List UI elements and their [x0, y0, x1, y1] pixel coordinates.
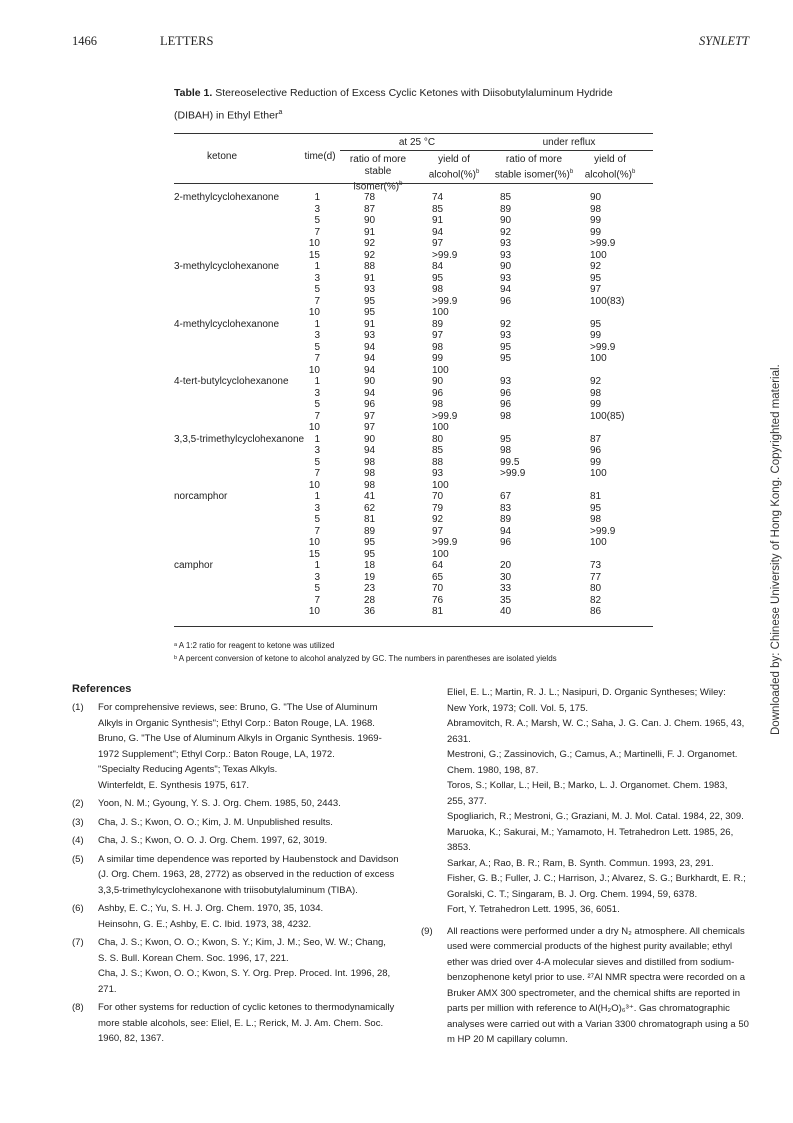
table-cell: 95 [500, 353, 512, 364]
header-yield-1: yield of alcohol(%)$^b$ [428, 154, 480, 181]
reference-line: Cha, J. S.; Kwon, O. O.; Kim, J. M. Unpublished results. [98, 816, 333, 828]
table-cell: 89 [500, 203, 512, 215]
reference-number: (6) [72, 903, 84, 914]
table-row [174, 537, 653, 549]
table-cell: 92 [500, 226, 512, 238]
table-cell: 94 [364, 445, 376, 456]
table-cell: 81 [432, 606, 444, 617]
table-cell: 80 [432, 433, 444, 445]
table-row [174, 445, 653, 457]
reference-line: Maruoka, K.; Sakurai, M.; Yamamoto, H. Tetrahedron Lett. 1985, 26, [447, 826, 734, 838]
table-cell: 100 [590, 537, 607, 548]
reference-line: parts per million with reference to Al(H₂O)₆³⁺. Gas chromatographic [447, 1003, 730, 1014]
reference-line: Cha, J. S.; Kwon, O. O.; Kwon, S. Y.; Kim, J. M.; Seo, W. W.; Chang, [98, 937, 386, 948]
table-cell: 94 [500, 284, 512, 295]
table-cell: 97 [432, 525, 444, 537]
reference-number: (8) [72, 1002, 84, 1013]
table-cell: 93 [500, 376, 512, 387]
table-row [174, 227, 653, 239]
table-cell: 92 [590, 261, 602, 272]
table-cell: 96 [500, 399, 512, 410]
table-cell: 95 [590, 272, 602, 284]
table-cell: 93 [364, 284, 376, 295]
table-cell: 5 [314, 583, 320, 594]
reference-number: (5) [72, 853, 84, 865]
reference-line: 2631. [447, 733, 471, 745]
reference-line: Spogliarich, R.; Mestroni, G.; Graziani, M. J. Mol. Catal. 1984, 22, 309. [447, 811, 744, 822]
table-cell: 7 [314, 295, 320, 307]
table-cell: >99.9 [590, 238, 616, 249]
table-cell: 97 [590, 284, 602, 295]
table-cell: 95 [364, 537, 376, 548]
table-row [174, 526, 653, 538]
table-cell: 91 [364, 318, 376, 330]
table-cell: 7 [314, 594, 320, 606]
table-cell: 96 [500, 387, 512, 399]
table-row [174, 399, 653, 411]
table-cell: 64 [432, 560, 444, 571]
table-row [174, 330, 653, 342]
table-cell: 98 [432, 284, 444, 295]
header-group-25c: at 25 °C [398, 137, 436, 148]
reference-line: Toros, S.; Kollar, L.; Heil, B.; Marko, L. J. Organomet. Chem. 1983, [447, 780, 728, 791]
table-cell: 93 [500, 249, 512, 261]
table-cell: 97 [432, 238, 444, 249]
reference-line: Chem. 1980, 198, 87. [447, 764, 539, 776]
table-cell: 90 [590, 192, 602, 203]
reference-line: Cha, J. S.; Kwon, O. O.; Kwon, S. Y. Org. Prep. Proced. Int. 1996, 28, [98, 968, 391, 979]
table-cell: 94 [364, 353, 376, 364]
table-cell: 95 [590, 502, 602, 514]
table-cell: >99.9 [432, 537, 458, 548]
table-cell: >99.9 [590, 341, 616, 353]
table-cell: 7 [314, 226, 320, 238]
table-row [174, 342, 653, 354]
table-cell: 80 [590, 583, 602, 594]
table-cell: 92 [364, 249, 376, 261]
table-row [174, 273, 653, 285]
table-cell: 3 [314, 571, 320, 583]
table-cell: 7 [314, 353, 320, 364]
reference-line: Abramovitch, R. A.; Marsh, W. C.; Saha, J. G. Can. J. Chem. 1965, 43, [447, 718, 745, 729]
reference-number: (7) [72, 937, 84, 948]
table-cell: >99.9 [432, 295, 458, 307]
ketone-name: 3-methylcyclohexanone [174, 261, 280, 272]
table-row [174, 284, 653, 296]
reference-line: Bruno, G. "The Use of Aluminum Alkyls in Organic Synthesis. 1969- [98, 733, 382, 744]
table-cell: 96 [500, 537, 512, 548]
table-cell: 10 [308, 606, 320, 617]
table-cell: 79 [432, 502, 444, 514]
table-row [174, 411, 653, 423]
reference-line: Heinsohn, G. E.; Ashby, E. C. Ibid. 1973, 38, 4232. [98, 918, 312, 930]
table-cell: 10 [308, 537, 320, 548]
table-cell: 87 [590, 433, 602, 445]
table-cell: 100 [432, 548, 449, 560]
table-cell: 28 [364, 594, 376, 606]
ketone-name: 4-methylcyclohexanone [174, 318, 280, 330]
reference-line: 255, 377. [447, 795, 487, 807]
table-row [174, 468, 653, 480]
table-cell: 97 [364, 422, 376, 433]
table-cell: 100 [432, 422, 449, 433]
table-cell: >99.9 [590, 525, 616, 537]
reference-line: more stable alcohols, see: Eliel, E. L.; Rerick, M. J. Am. Chem. Soc. [98, 1017, 384, 1029]
reference-line: Yoon, N. M.; Gyoung, Y. S. J. Org. Chem. 1985, 50, 2443. [98, 798, 341, 809]
table-cell: 67 [500, 491, 512, 502]
table-cell: 1 [314, 491, 320, 502]
reference-line: Ashby, E. C.; Yu, S. H. J. Org. Chem. 1970, 35, 1034. [98, 903, 324, 914]
table-cell: 41 [364, 491, 376, 502]
table-cell: 98 [590, 203, 602, 215]
table-cell: 94 [432, 226, 444, 238]
table-cell: 1 [314, 376, 320, 387]
table-cell: 87 [364, 203, 376, 215]
table-cell: 100 [590, 353, 607, 364]
table-cell: 78 [364, 192, 376, 203]
table-cell: 65 [432, 571, 444, 583]
table-cell: 5 [314, 284, 320, 295]
table-cell: 3 [314, 203, 320, 215]
table-cell: 3 [314, 330, 320, 341]
table-cell: 90 [364, 376, 376, 387]
table-bottom-rule [174, 626, 653, 627]
table-cell: 89 [500, 514, 512, 525]
table-cell: 85 [432, 445, 444, 456]
table-cell: 98 [590, 387, 602, 399]
table-cell: 7 [314, 468, 320, 479]
table-row [174, 583, 653, 595]
table-row [174, 215, 653, 227]
references-title: References [72, 683, 132, 695]
table-cell: 5 [314, 341, 320, 353]
reference-line: All reactions were performed under a dry N₂ atmosphere. All chemicals [447, 925, 745, 937]
footnote-a: ᵃ A 1:2 ratio for reagent to ketone was utilized [174, 641, 335, 650]
reference-line: 1972 Supplement"; Ethyl Corp.: Baton Rouge, LA, 1972. [98, 748, 335, 760]
table-cell: 36 [364, 606, 376, 617]
reference-line: (J. Org. Chem. 1963, 28, 2772) as observed in the reduction of excess [98, 869, 395, 880]
reference-line: Bruker AMX 300 spectrometer, and the chemical shifts are reported in [447, 987, 741, 999]
table-cell: 90 [364, 215, 376, 226]
table-cell: 99 [590, 399, 602, 410]
table-cell: 7 [314, 525, 320, 537]
table-cell: 98 [364, 479, 376, 491]
table-cell: 92 [432, 514, 444, 525]
table-cell: 70 [432, 583, 444, 594]
table-cell: 95 [500, 433, 512, 445]
header-time: time(d) [304, 151, 336, 162]
table-cell: 76 [432, 594, 444, 606]
table-cell: 70 [432, 491, 444, 502]
table-cell: 1 [314, 560, 320, 571]
header-ratio-2: ratio of more stable isomer(%)$^b$ [494, 154, 574, 181]
table-row [174, 388, 653, 400]
table-cell: 5 [314, 215, 320, 226]
table-cell: 1 [314, 433, 320, 445]
table-caption-text: Stereoselective Reduction of Excess Cyclic Ketones with Diisobutylaluminum Hydride (DIBAH) in Ethyl Ether [174, 87, 613, 122]
table-row [174, 261, 653, 273]
table-caption-label: Table 1. [174, 87, 213, 99]
table-cell: >99.9 [500, 468, 526, 479]
reference-line: used were commercial products of the highest purity available; ethyl [447, 941, 733, 952]
table-cell: 95 [364, 307, 376, 318]
table-cell: 99 [590, 456, 602, 468]
table-cell: 92 [590, 376, 602, 387]
table-cell: 96 [364, 399, 376, 410]
table-cell: 93 [500, 330, 512, 341]
table-row [174, 238, 653, 250]
table-cell: 93 [500, 238, 512, 249]
reference-line: A similar time dependence was reported by Haubenstock and Davidson [98, 853, 399, 865]
table-row [174, 365, 653, 377]
reference-number: (2) [72, 798, 84, 809]
table-cell: 98 [500, 445, 512, 456]
table-cell: 7 [314, 410, 320, 422]
table-cell: 93 [364, 330, 376, 341]
table-caption [174, 84, 654, 126]
header-yield-2: yield of alcohol(%)$^b$ [584, 154, 636, 181]
table-cell: 88 [364, 261, 376, 272]
table-cell: 89 [364, 525, 376, 537]
table-row [174, 572, 653, 584]
table-cell: 10 [308, 307, 320, 318]
table-cell: 84 [432, 261, 444, 272]
table-cell: 18 [364, 560, 376, 571]
table-row [174, 307, 653, 319]
ketone-name: norcamphor [174, 491, 228, 502]
section-heading: LETTERS [160, 34, 214, 48]
table-cell: 99 [590, 215, 602, 226]
table-cell: 81 [590, 491, 602, 502]
table-cell: 15 [308, 249, 320, 261]
header-ketone: ketone [206, 151, 238, 162]
ketone-name: 4-tert-butylcyclohexanone [174, 376, 289, 387]
table-row [174, 250, 653, 262]
table-cell: 89 [432, 318, 444, 330]
table-cell: 100 [432, 364, 449, 376]
table-cell: 85 [432, 203, 444, 215]
header-group-reflux: under reflux [542, 137, 596, 148]
table-cell: 85 [500, 192, 512, 203]
reference-line: Fisher, G. B.; Fuller, J. C.; Harrison, J.; Alvarez, S. G.; Burkhardt, E. R.; [447, 873, 746, 884]
table-cell: 15 [308, 548, 320, 560]
table-cell: 77 [590, 571, 602, 583]
table-cell: 94 [364, 387, 376, 399]
table-cell: 35 [500, 594, 512, 606]
table-cell: 99 [590, 330, 602, 341]
reference-line: Mestroni, G.; Zassinovich, G.; Camus, A.; Martinelli, F. J. Organomet. [447, 749, 738, 760]
table-row [174, 353, 653, 365]
table-row [174, 491, 653, 503]
table-cell: 98 [432, 341, 444, 353]
reference-number: (1) [72, 702, 84, 713]
table-top-rule [174, 133, 653, 134]
table-row [174, 549, 653, 561]
table-cell: 95 [432, 272, 444, 284]
table-cell: 83 [500, 502, 512, 514]
reference-line: Cha, J. S.; Kwon, O. O. J. Org. Chem. 1997, 62, 3019. [98, 835, 328, 846]
table-cell: 95 [364, 295, 376, 307]
table-cell: 99 [432, 353, 444, 364]
reference-line: New York, 1973; Coll. Vol. 5, 175. [447, 702, 589, 714]
table-row [174, 376, 653, 388]
table-cell: 98 [364, 468, 376, 479]
table-cell: 92 [500, 318, 512, 330]
table-row [174, 457, 653, 469]
table-cell: 100 [432, 479, 449, 491]
table-cell: 10 [308, 364, 320, 376]
reference-line: Winterfeldt, E. Synthesis 1975, 617. [98, 779, 250, 791]
table-caption-sup: a [278, 109, 283, 116]
table-cell: 10 [308, 479, 320, 491]
reference-line: For other systems for reduction of cyclic ketones to thermodynamically [98, 1002, 395, 1013]
table-cell: 100 [590, 468, 607, 479]
reference-line: 3853. [447, 842, 471, 853]
table-cell: 93 [432, 468, 444, 479]
table-cell: 98 [590, 514, 602, 525]
reference-line: analyses were carried out with a Varian 3300 chromatograph using a 50 [447, 1018, 749, 1030]
table-row [174, 422, 653, 434]
table-cell: 92 [364, 238, 376, 249]
reference-line: ether was dried over 4-A molecular sieves and distilled from sodium- [447, 956, 735, 968]
table-cell: 96 [500, 295, 512, 307]
table-cell: 91 [364, 226, 376, 238]
table-cell: 81 [364, 514, 376, 525]
table-cell: 100(83) [590, 295, 625, 307]
table-cell: 97 [432, 330, 444, 341]
header-bottom-rule [174, 183, 653, 184]
table-cell: 10 [308, 422, 320, 433]
table-cell: 5 [314, 456, 320, 468]
table-cell: 98 [500, 410, 512, 422]
reference-line: 271. [98, 983, 117, 995]
ketone-name: 2-methylcyclohexanone [174, 192, 280, 203]
table-cell: 90 [432, 376, 444, 387]
table-cell: 1 [314, 261, 320, 272]
table-row [174, 434, 653, 446]
table-cell: 62 [364, 502, 376, 514]
table-cell: 90 [500, 215, 512, 226]
header-ratio-1: ratio of more stable isomer(%)$^b$ [349, 154, 407, 193]
table-cell: 5 [314, 514, 320, 525]
table-cell: 40 [500, 606, 512, 617]
table-cell: 90 [500, 261, 512, 272]
table-row [174, 514, 653, 526]
table-cell: 23 [364, 583, 376, 594]
table-row [174, 319, 653, 331]
table-cell: 30 [500, 571, 512, 583]
table-cell: 91 [432, 215, 444, 226]
table-cell: 98 [364, 456, 376, 468]
reference-line: m HP 20 M capillary column. [447, 1034, 568, 1045]
page-number: 1466 [72, 34, 97, 48]
table-cell: 74 [432, 192, 444, 203]
table-row [174, 480, 653, 492]
reference-line: "Specialty Reducing Agents"; Texas Alkyls. [98, 764, 278, 775]
reference-line: Alkyls in Organic Synthesis"; Ethyl Corp.: Baton Rouge, LA. 1968. [98, 717, 375, 729]
reference-line: 1960, 82, 1367. [98, 1033, 165, 1044]
table-cell: >99.9 [432, 249, 458, 261]
table-cell: 93 [500, 272, 512, 284]
table-cell: 100(85) [590, 410, 625, 422]
table-cell: 97 [364, 410, 376, 422]
table-row [174, 560, 653, 572]
reference-number: (3) [72, 816, 84, 828]
footnote-b: ᵇ A percent conversion of ketone to alcohol analyzed by GC. The numbers in parentheses are isolated yields [174, 654, 557, 663]
table-cell: 33 [500, 583, 512, 594]
table-cell: 88 [432, 456, 444, 468]
reference-line: Sarkar, A.; Rao, B. R.; Ram, B. Synth. Commun. 1993, 23, 291. [447, 857, 714, 869]
ketone-name: camphor [174, 560, 213, 571]
reference-line: S. S. Bull. Korean Chem. Soc. 1996, 17, 221. [98, 952, 289, 964]
table-cell: 19 [364, 571, 376, 583]
table-row [174, 606, 653, 618]
table-cell: 94 [364, 364, 376, 376]
table-row [174, 595, 653, 607]
table-cell: 1 [314, 318, 320, 330]
table-cell: 3 [314, 445, 320, 456]
table-cell: 82 [590, 594, 602, 606]
table-cell: 95 [590, 318, 602, 330]
table-cell: 95 [364, 548, 376, 560]
table-cell: 91 [364, 272, 376, 284]
table-cell: 96 [590, 445, 602, 456]
table-cell: 100 [590, 249, 607, 261]
table-cell: 94 [500, 525, 512, 537]
table-cell: 98 [432, 399, 444, 410]
ketone-name: 3,3,5-trimethylcyclohexanone [174, 433, 305, 445]
journal-name: SYNLETT [698, 34, 749, 48]
table-cell: 3 [314, 502, 320, 514]
table-cell: 90 [364, 433, 376, 445]
table-cell: 100 [432, 307, 449, 318]
table-cell: 86 [590, 606, 602, 617]
table-row [174, 296, 653, 308]
reference-line: benzophenone ketyl prior to use. ²⁷Al NMR spectra were recorded on a [447, 972, 746, 983]
reference-line: Fort, Y. Tetrahedron Lett. 1995, 36, 6051. [447, 904, 620, 915]
reference-line: Goralski, C. T.; Singaram, B. J. Org. Chem. 1994, 59, 6378. [447, 888, 698, 900]
table-cell: 99 [590, 226, 602, 238]
reference-line: 3,3,5-trimethylcyclohexanone with triisobutylaluminum (TIBA). [98, 884, 358, 896]
table-row [174, 204, 653, 216]
reference-number: (4) [72, 835, 84, 846]
table-cell: 99.5 [500, 456, 520, 468]
table-cell: >99.9 [432, 410, 458, 422]
table-cell: 95 [500, 341, 512, 353]
reference-line: Eliel, E. L.; Martin, R. J. L.; Nasipuri, D. Organic Syntheses; Wiley: [447, 687, 726, 698]
table-cell: 10 [308, 238, 320, 249]
table-cell: 20 [500, 560, 512, 571]
group-rule [340, 150, 653, 151]
table-row [174, 503, 653, 515]
table-cell: 94 [364, 341, 376, 353]
table-cell: 3 [314, 387, 320, 399]
reference-line: For comprehensive reviews, see: Bruno, G. "The Use of Aluminum [98, 702, 378, 713]
table-row [174, 192, 653, 204]
reference-number: (9) [421, 925, 433, 937]
download-notice: Downloaded by: Chinese University of Hong Kong. Copyrighted material. [770, 364, 782, 735]
table-cell: 96 [432, 387, 444, 399]
table-cell: 5 [314, 399, 320, 410]
table-cell: 1 [314, 192, 320, 203]
table-cell: 73 [590, 560, 602, 571]
table-cell: 3 [314, 272, 320, 284]
